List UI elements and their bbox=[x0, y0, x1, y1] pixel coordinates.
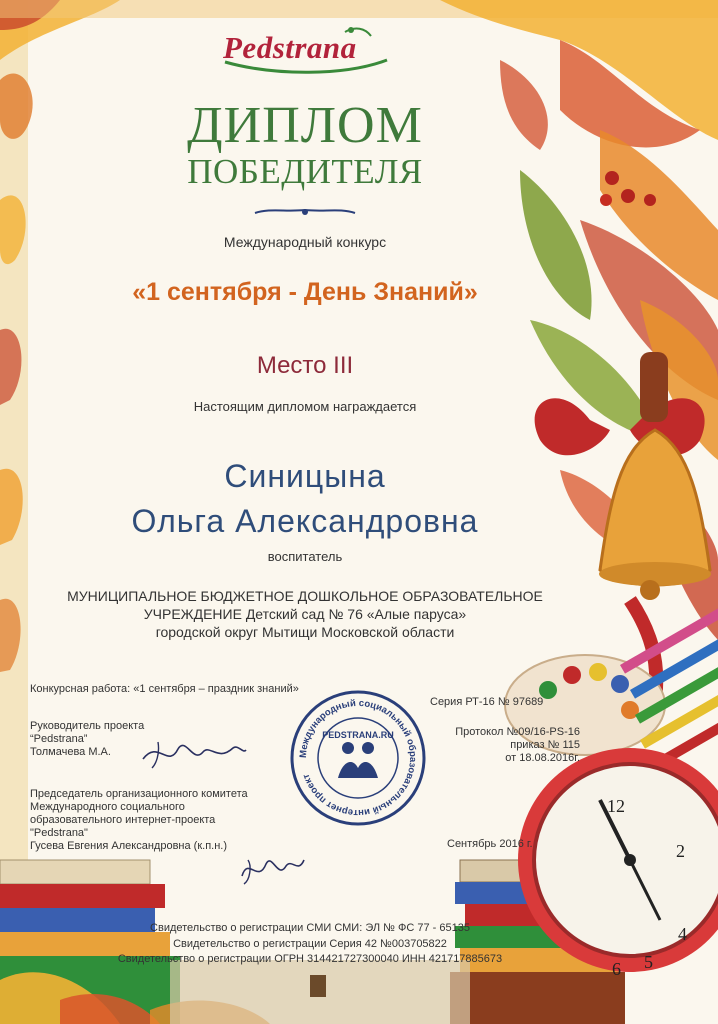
chair-org-line: Международного социального bbox=[30, 801, 185, 813]
place-label: Место III bbox=[256, 352, 354, 379]
project-head-title: Руководитель проекта bbox=[30, 720, 145, 732]
footer-registration-line: Свидетельство о регистрации ОГРН 314421727300040 ИНН 421717885673 bbox=[117, 953, 503, 965]
signature-head-icon bbox=[138, 734, 248, 774]
seal-ring-text: Международный социальный образовательный интернет проект bbox=[297, 697, 419, 819]
diploma-subtitle: ПОБЕДИТЕЛЯ bbox=[187, 152, 423, 191]
recipient-surname: Синицына bbox=[224, 458, 386, 494]
svg-text:12: 12 bbox=[607, 796, 625, 816]
contest-label: Международный конкурс bbox=[223, 234, 387, 250]
logo-text: Pedstrana bbox=[223, 30, 357, 65]
competition-work: Конкурсная работа: «1 сентября – праздник знаний» bbox=[30, 683, 299, 695]
organization-line: МУНИЦИПАЛЬНОЕ БЮДЖЕТНОЕ ДОШКОЛЬНОЕ ОБРАЗОВАТЕЛЬНОЕ bbox=[67, 588, 543, 604]
chair-name: Гусева Евгения Александровна (к.п.н.) bbox=[30, 840, 227, 852]
chair-title: Председатель организационного комитета bbox=[30, 788, 248, 800]
footer-registration-line: Свидетельство о регистрации Серия 42 №003705822 bbox=[173, 938, 447, 950]
organization-line: городской округ Мытищи Московской области bbox=[155, 624, 455, 640]
chair-project: "Pedstrana" bbox=[30, 827, 88, 839]
awarded-text: Настоящим дипломом награждается bbox=[193, 399, 417, 414]
svg-text:5: 5 bbox=[644, 952, 653, 972]
footer-registration-line: Свидетельство о регистрации СМИ СМИ: ЭЛ № ФС 77 - 65135 bbox=[150, 922, 470, 934]
svg-text:6: 6 bbox=[612, 959, 621, 979]
pedstrana-logo bbox=[215, 24, 395, 78]
project-head-name: Толмачева М.А. bbox=[30, 746, 111, 758]
protocol-number: Протокол №09/16-PS-16 bbox=[455, 726, 580, 738]
recipient-position: воспитатель bbox=[267, 549, 343, 564]
project-head-project: “Pedstrana” bbox=[30, 733, 88, 745]
diploma-title: ДИПЛОМ bbox=[187, 97, 423, 154]
committee-chair-block bbox=[30, 788, 310, 853]
contest-name: «1 сентября - День Знаний» bbox=[132, 278, 478, 306]
series-number: Серия РТ-16 № 97689 bbox=[430, 696, 544, 708]
recipient-given-names: Ольга Александровна bbox=[131, 503, 479, 539]
svg-text:2: 2 bbox=[676, 841, 685, 861]
svg-text:4: 4 bbox=[678, 924, 687, 944]
organization-block bbox=[25, 587, 585, 641]
signature-chair-icon bbox=[238, 846, 308, 886]
svg-text:Международный социальный образ bbox=[298, 698, 418, 818]
issue-date: Сентябрь 2016 г. bbox=[447, 838, 533, 850]
order-number: приказ № 115 bbox=[510, 739, 580, 751]
organization-line: УЧРЕЖДЕНИЕ Детский сад № 76 «Алые паруса» bbox=[143, 606, 467, 622]
order-date: от 18.08.2016г. bbox=[505, 752, 580, 764]
seal-center-text: PEDSTRANA.RU bbox=[322, 730, 394, 740]
chair-org-line: образовательного интернет-проекта bbox=[30, 814, 216, 826]
protocol-block bbox=[420, 726, 580, 765]
